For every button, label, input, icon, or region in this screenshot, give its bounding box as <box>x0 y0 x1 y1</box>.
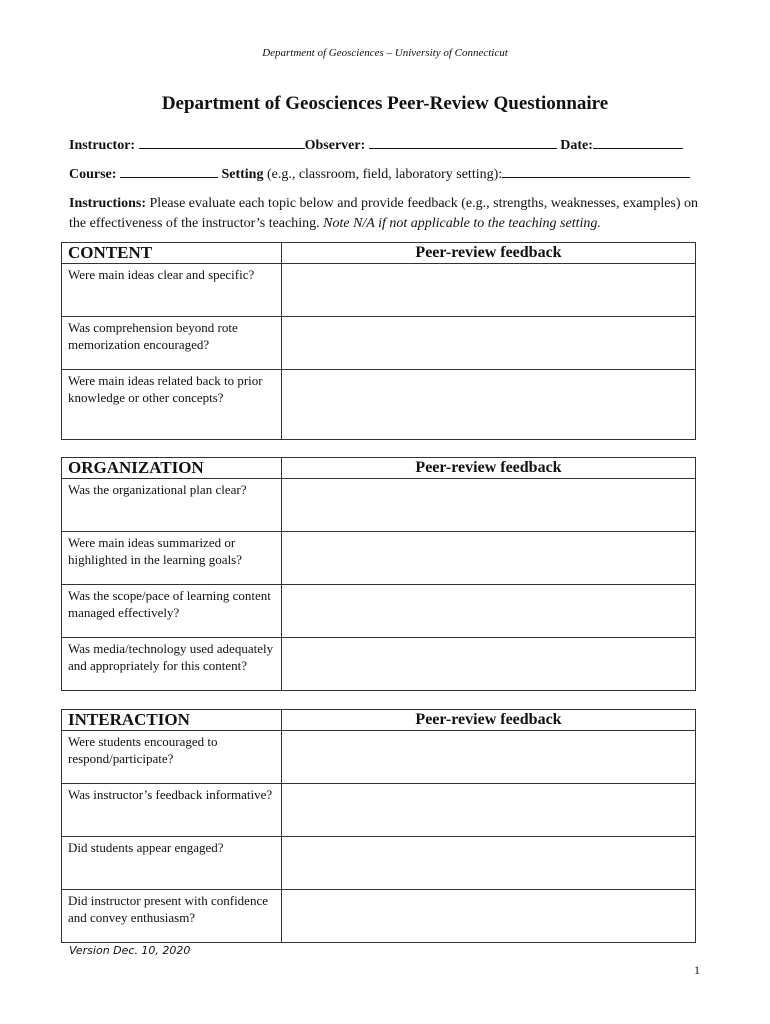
interaction-section-table <box>61 709 696 943</box>
version-note: Version Dec. 10, 2020 <box>69 944 191 957</box>
instructor-observer-date-line <box>69 137 683 154</box>
section-heading: ORGANIZATION <box>62 458 282 479</box>
organization-section-table <box>61 457 696 691</box>
content-section-table <box>61 242 696 440</box>
page-title: Department of Geosciences Peer-Review Questionnaire <box>161 93 609 114</box>
feedback-cell[interactable] <box>282 532 696 585</box>
feedback-cell[interactable] <box>282 479 696 532</box>
feedback-cell[interactable] <box>282 264 696 317</box>
course-label: Course: <box>69 167 117 182</box>
setting-label: Setting <box>221 167 264 182</box>
page-number: 1 <box>694 963 700 977</box>
question-cell: Was instructor’s feedback informative? <box>62 784 282 837</box>
instructor-label: Instructor: <box>69 138 136 153</box>
question-cell: Were main ideas related back to prior knowledge or other concepts? <box>62 370 282 440</box>
course-setting-line <box>69 166 690 183</box>
question-cell: Were main ideas clear and specific? <box>62 264 282 317</box>
feedback-cell[interactable] <box>282 731 696 784</box>
feedback-cell[interactable] <box>282 638 696 691</box>
instructor-field[interactable] <box>139 137 305 149</box>
feedback-cell[interactable] <box>282 585 696 638</box>
feedback-cell[interactable] <box>282 890 696 943</box>
date-label: Date: <box>560 138 593 153</box>
instructions-text: Please evaluate each topic below and provide feedback (e.g., strengths, weaknesses, examples) on the effectiveness of the instructor’s teaching. <box>69 196 699 231</box>
feedback-cell[interactable] <box>282 370 696 440</box>
question-cell: Was the organizational plan clear? <box>62 479 282 532</box>
page-header: Department of Geosciences – University of Connecticut <box>262 47 508 59</box>
question-cell: Did instructor present with confidence and convey enthusiasm? <box>62 890 282 943</box>
setting-field[interactable] <box>502 166 690 178</box>
question-cell: Was comprehension beyond rote memorization encouraged? <box>62 317 282 370</box>
instructions-label: Instructions: <box>69 196 147 211</box>
feedback-cell[interactable] <box>282 317 696 370</box>
setting-hint: (e.g., classroom, field, laboratory setting): <box>266 167 503 182</box>
observer-label: Observer: <box>304 138 366 153</box>
question-cell: Was media/technology used adequately and appropriately for this content? <box>62 638 282 691</box>
question-cell: Were students encouraged to respond/participate? <box>62 731 282 784</box>
section-heading: CONTENT <box>62 243 282 264</box>
section-heading: INTERACTION <box>62 710 282 731</box>
instructions <box>69 194 709 234</box>
question-cell: Was the scope/pace of learning content managed effectively? <box>62 585 282 638</box>
feedback-column-header: Peer-review feedback <box>282 243 696 264</box>
question-cell: Were main ideas summarized or highlighted in the learning goals? <box>62 532 282 585</box>
instructions-note: Note N/A if not applicable to the teaching setting. <box>323 216 601 231</box>
question-cell: Did students appear engaged? <box>62 837 282 890</box>
course-field[interactable] <box>120 166 218 178</box>
feedback-cell[interactable] <box>282 784 696 837</box>
observer-field[interactable] <box>369 137 557 149</box>
feedback-column-header: Peer-review feedback <box>282 458 696 479</box>
feedback-cell[interactable] <box>282 837 696 890</box>
date-field[interactable] <box>593 137 683 149</box>
feedback-column-header: Peer-review feedback <box>282 710 696 731</box>
